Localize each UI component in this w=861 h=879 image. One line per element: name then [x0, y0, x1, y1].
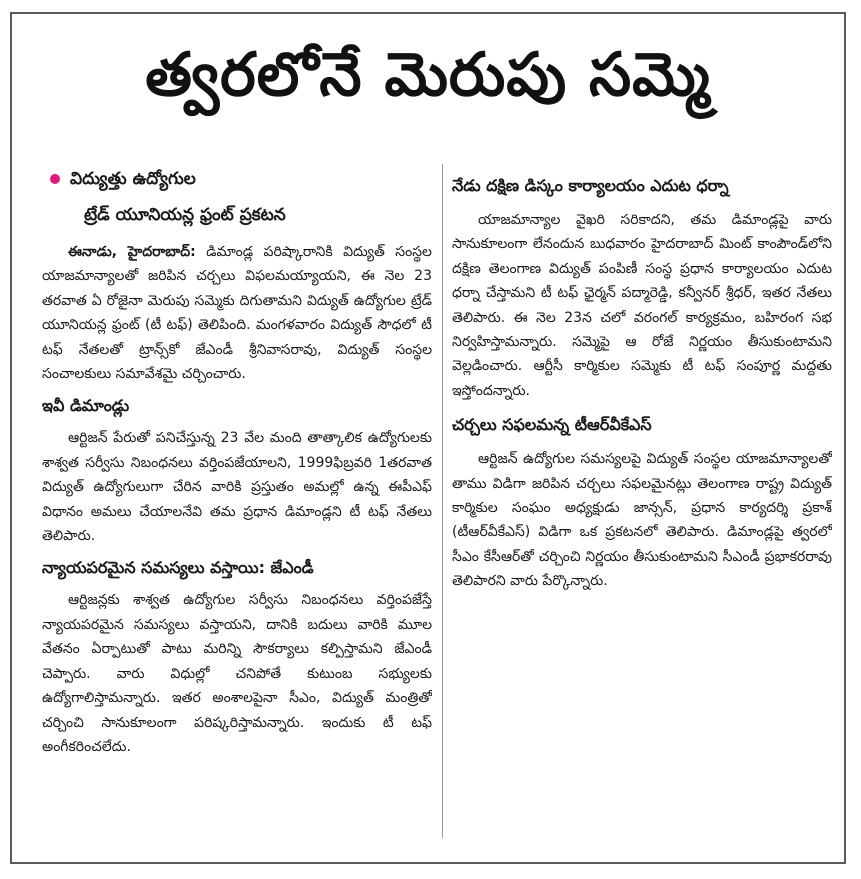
newspaper-clipping — [10, 12, 846, 864]
deck-line-1 — [42, 164, 432, 194]
paragraph-jmd: ఆర్టిజన్లకు శాశ్వత ఉద్యోగుల సర్వీసు నిబంధనలు వర్తింపజేస్తే న్యాయపరమైన సమస్యలు వస్తాయని, దానికి బదులు వారికి మూల వేతనం ఏర్పాటుతో పాటు మరిన్ని సౌకర్యాలు కల్పిస్తామని జేఎండీ చెప్పారు. వారు విధుల్లో చనిపోతే కుటుంబ సభ్యులకు ఉద్యోగాలిస్తామన్నారు. ఇతర అంశాలపైనా సీఎం, విద్యుత్ మంత్రితో చర్చించి సానుకూలంగా పరిష్కరిస్తామన్నారు. ఇందుకు టీ టఫ్ అంగీకరించలేదు. — [42, 592, 432, 755]
paragraph-intro-text: డిమాండ్ల పరిష్కారానికి విద్యుత్ సంస్థల యాజమాన్యాలతో జరిపిన చర్చలు విఫలమయ్యాయని, ఈ నెల 23 తరవాత ఏ రోజైనా మెరుపు సమ్మెకు దిగుతామని విద్యుత్ ఉద్యోగుల ట్రేడ్ యూనియన్ల ఫ్రంట్ (టీ టఫ్) తెలిపింది. మంగళవారం విద్యుత్ సౌధలో టీ టఫ్ నేతలతో ట్రాన్స్‌కో జేఎండీ శ్రీనివాసరావు, విద్యుత్ సంస్థల సంచాలకులు సమావేశమై చర్చించారు. — [42, 244, 432, 383]
paragraph-intro — [42, 240, 432, 386]
right-column — [452, 164, 832, 848]
paragraph-trvks: ఆర్టిజన్ ఉద్యోగుల సమస్యలపై విద్యుత్ సంస్థల యాజమాన్యాలతో తాము విడిగా జరిపిన చర్చలు సఫలమైనట్లు తెలంగాణ రాష్ట్ర విద్యుత్ కార్మికుల సంఘం అధ్యక్షుడు జాన్సన్, ప్రధాన కార్యదర్శి ప్రకాశ్ (టీఆర్‌వీకేఎస్) విడిగా ఒక ప్రకటనలో తెలిపారు. డిమాండ్లపై త్వరలో సీఎం కేసీఆర్‌తో చర్చించి నిర్ణయం తీసుకుంటామని సీఎండీ ప్రభాకరరావు తెలిపారని వారు పేర్కొన్నారు. — [452, 451, 832, 590]
headline: త్వరలోనే మెరుపు సమ్మె — [145, 40, 711, 110]
deck-text-2: ట్రేడ్ యూనియన్ల ఫ్రంట్ ప్రకటన — [84, 205, 286, 225]
bullet-dot-icon — [50, 174, 60, 184]
paragraph-dharna: యాజమాన్యాల వైఖరి సరికాదని, తమ డిమాండ్లపై వారు సానుకూలంగా లేనందున బుధవారం హైదరాబాద్ మింట్ కాంపౌండ్‌లోని దక్షిణ తెలంగాణ విద్యుత్ పంపిణీ సంస్థ ప్రధాన కార్యాలయం ఎదుట ధర్నా చేస్తామని టీ టఫ్ ఛైర్మన్ పద్మారెడ్డి, కన్వీనర్ శ్రీధర్, ఇతర నేతలు తెలిపారు. ఈ నెల 23న చలో వరంగల్ కార్యక్రమం, బహిరంగ సభ నిర్వహిస్తామన్నారు. సమ్మెపై ఆ రోజే నిర్ణయం తీసుకుంటామని వెల్లడించారు. ఆర్టీసీ కార్మికుల సమ్మెకు టీ టఫ్ సంపూర్ణ మద్దతు ఇస్తోందన్నారు. — [452, 212, 832, 399]
left-column — [42, 164, 432, 848]
subheading-trvks: చర్చలు సఫలమన్న టీఆర్‌వీకేఎస్ — [452, 415, 652, 435]
subheading-jmd: న్యాయపరమైన సమస్యలు వస్తాయి: జేఎండీ — [42, 558, 314, 578]
deck-text-1: విద్యుత్తు ఉద్యోగుల — [70, 169, 196, 189]
dateline: ఈనాడు, హైదరాబాద్: — [68, 244, 196, 260]
subheading-dharna: నేడు దక్షిణ డిస్కం కార్యాలయం ఎదుట ధర్నా — [452, 176, 729, 195]
column-divider — [442, 164, 443, 838]
paragraph-demands: ఆర్టిజన్ పేరుతో పనిచేస్తున్న 23 వేల మంది తాత్కాలిక ఉద్యోగులకు శాశ్వత సర్వీసు నిబంధనలు వర్తింపజేయాలని, 1999ఫిబ్రవరి 1తరవాత విద్యుత్ ఉద్యోగులుగా చేరిన వారికి ప్రస్తుతం అమల్లో ఉన్న ఈపీఎఫ్ విధానం అమలు చేయాలనేవి తమ ప్రధాన డిమాండ్లని టీ టఫ్ నేతలు తెలిపారు. — [42, 430, 432, 545]
subheading-demands: ఇవీ డిమాండ్లు — [42, 396, 130, 416]
